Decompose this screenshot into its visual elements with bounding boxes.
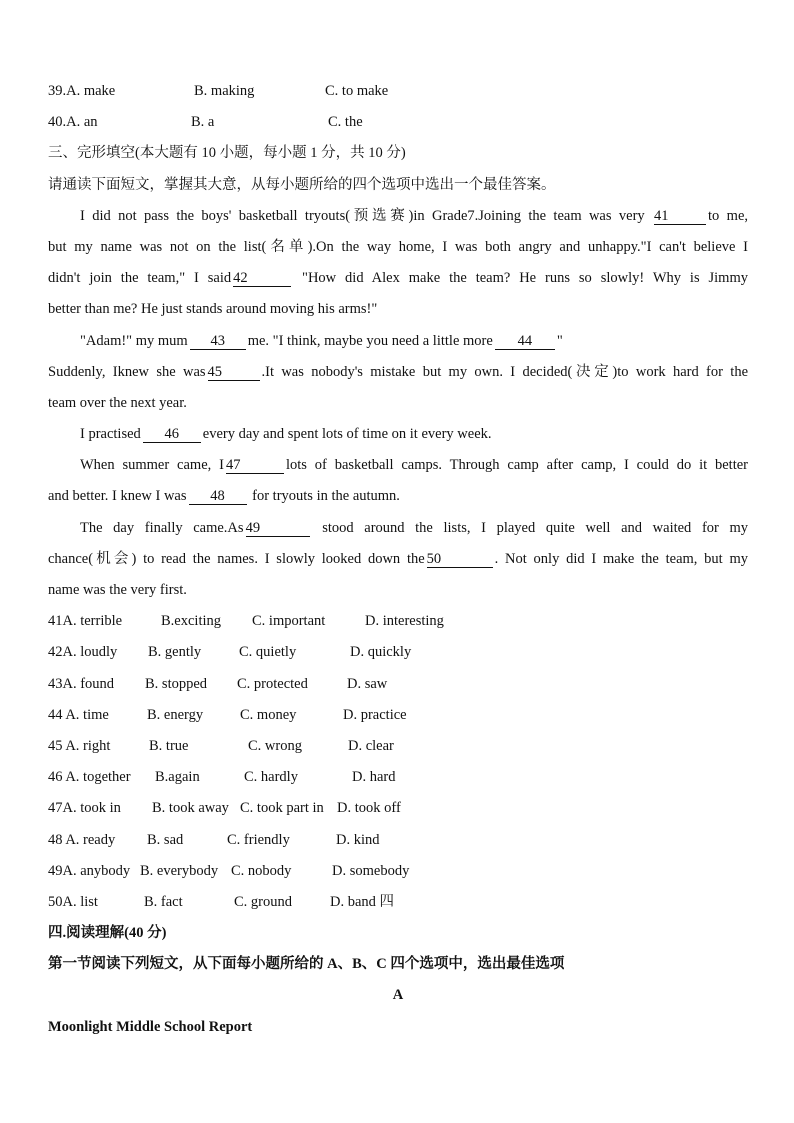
option-c: C. quietly <box>239 644 297 661</box>
option-b: B. making <box>194 83 255 99</box>
question-39 <box>48 76 748 107</box>
option-c: C. ground <box>234 893 292 910</box>
option-a: 47A. took in <box>48 800 121 817</box>
option-row-45 <box>48 731 748 762</box>
option-d: D. interesting <box>365 613 444 630</box>
option-b: B. a <box>191 114 215 131</box>
option-d: D. band 四 <box>330 893 395 910</box>
option-a: 48 A. ready <box>48 831 116 848</box>
blank-45: 45 <box>208 364 260 381</box>
blank-44: 44 <box>495 333 555 350</box>
option-a: 39.A. make <box>48 83 116 99</box>
passage-line: team over the next year. <box>48 394 187 411</box>
option-b: B.exciting <box>161 613 222 630</box>
option-b: B. energy <box>147 706 204 723</box>
option-c: C. wrong <box>248 737 302 754</box>
option-d: D. hard <box>352 769 396 786</box>
option-a: 44 A. time <box>48 706 109 723</box>
blank-47: 47 <box>226 457 284 474</box>
passage-line: name was the very first. <box>48 582 187 598</box>
option-b: B. everybody <box>140 862 219 879</box>
passage-line: "Adam!" my mum 43 me. "I think, maybe you need a little more 44 " <box>80 332 563 349</box>
option-d: D. kind <box>336 831 380 848</box>
passage-line: Suddenly, Iknew she was 45 .It was nobody's mistake but my own. I decided(决定)to work hard for the <box>48 363 748 380</box>
option-row-43 <box>48 669 748 700</box>
passage-line: and better. I knew I was 48 for tryouts in the autumn. <box>48 488 400 505</box>
option-d: D. practice <box>343 706 407 723</box>
option-c: C. to make <box>325 83 389 99</box>
blank-48: 48 <box>189 488 247 505</box>
section-4-title: 四.阅读理解(40 分) <box>48 925 167 942</box>
option-c: C. important <box>252 613 326 630</box>
option-row-41 <box>48 606 748 637</box>
section-4-part1: 第一节阅读下列短文，从下面每小题所给的 A、B、C 四个选项中，选出最佳选项 <box>48 956 565 973</box>
passage-line: I did not pass the boys' basketball tryouts(预选赛)in Grade7.Joining the team was very 41 to me, <box>80 207 749 224</box>
passage-letter: A <box>392 987 404 1004</box>
option-c: C. friendly <box>227 831 290 848</box>
passage-line: The day finally came.As 49 stood around the lists, I played quite well and waited for my <box>80 519 749 536</box>
option-c: C. money <box>240 706 297 723</box>
option-a: 46 A. together <box>48 769 131 786</box>
option-b: B. sad <box>147 831 184 848</box>
option-b: B. true <box>149 737 189 754</box>
option-d: D. clear <box>348 737 394 754</box>
option-b: B. took away <box>152 800 229 817</box>
blank-42: 42 <box>233 270 291 287</box>
option-row-47 <box>48 793 748 824</box>
option-a: 41A. terrible <box>48 613 123 630</box>
option-a: 43A. found <box>48 675 115 692</box>
report-title: Moonlight Middle School Report <box>48 1018 253 1035</box>
option-d: D. quickly <box>350 644 412 661</box>
option-a: 40.A. an <box>48 114 98 131</box>
option-b: B.again <box>155 769 200 786</box>
option-row-46 <box>48 762 748 793</box>
option-d: D. took off <box>337 800 401 817</box>
exam-page <box>48 76 748 1043</box>
option-d: D. saw <box>347 675 388 692</box>
passage-line: chance(机会) to read the names. I slowly looked down the 50 . Not only did I make the team, but my <box>48 550 748 567</box>
blank-46: 46 <box>143 426 201 443</box>
passage-line: but my name was not on the list(名单).On the way home, I was both angry and unhappy."I can't believe I <box>48 238 748 255</box>
question-40 <box>48 107 748 138</box>
option-row-49 <box>48 856 748 887</box>
option-c: C. hardly <box>244 769 298 786</box>
option-row-50 <box>48 887 748 918</box>
passage-line: better than me? He just stands around moving his arms!" <box>48 301 378 318</box>
option-a: 42A. loudly <box>48 644 118 661</box>
section-3-instruction: 请通读下面短文，掌握其大意，从每小题所给的四个选项中选出一个最佳答案。 <box>48 176 556 193</box>
option-c: C. the <box>328 114 363 131</box>
option-c: C. took part in <box>240 800 324 817</box>
option-d: D. somebody <box>332 862 410 879</box>
option-b: B. gently <box>148 644 202 661</box>
passage-line: When summer came, I 47 lots of basketball camps. Through camp after camp, I could do it better <box>80 457 748 474</box>
blank-49: 49 <box>246 520 310 537</box>
option-b: B. stopped <box>145 675 208 692</box>
blank-43: 43 <box>190 333 246 350</box>
option-c: C. protected <box>237 675 308 692</box>
option-a: 45 A. right <box>48 737 111 754</box>
option-a: 50A. list <box>48 893 98 910</box>
option-c: C. nobody <box>231 862 292 879</box>
passage-line: didn't join the team," I said 42 "How did Alex make the team? He runs so slowly! Why is Jimmy <box>48 270 748 287</box>
option-row-48 <box>48 825 748 856</box>
option-a: 49A. anybody <box>48 862 131 879</box>
option-b: B. fact <box>144 893 183 910</box>
blank-50: 50 <box>427 551 493 568</box>
section-3-title: 三、完形填空(本大题有 10 小题，每小题 1 分，共 10 分) <box>48 145 406 162</box>
passage-line: I practised 46 every day and spent lots of time on it every week. <box>80 426 492 443</box>
blank-41: 41 <box>654 208 706 225</box>
option-row-44 <box>48 700 748 731</box>
option-row-42 <box>48 637 748 668</box>
